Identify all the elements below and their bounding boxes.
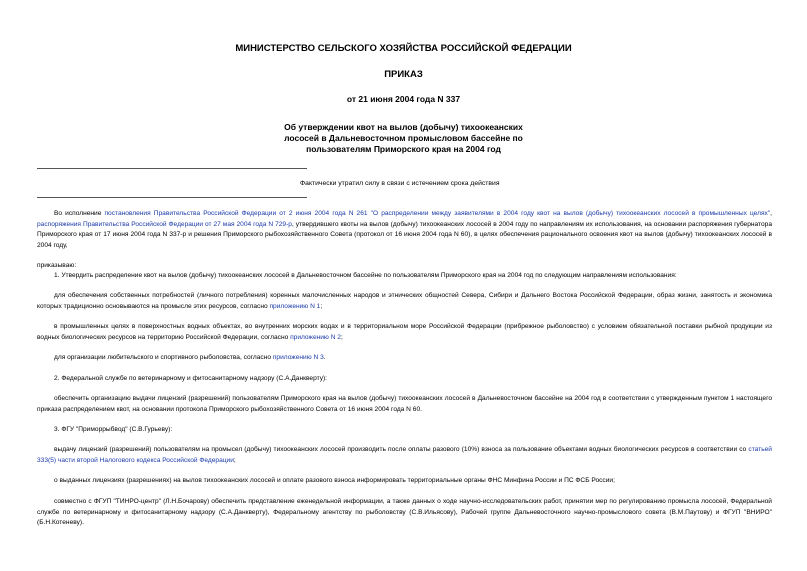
item-2: 2. Федеральной службе по ветеринарному и фитосанитарному надзору (С.А.Данкверту): bbox=[54, 375, 328, 382]
subject-line-2: лососей в Дальневосточном промысловом бассейне по bbox=[284, 133, 523, 143]
subject-line-1: Об утверждении квот на вылов (добычу) тихоокеанских bbox=[284, 122, 523, 132]
government-decree-link[interactable]: постановления Правительства Российской Федерации от 2 июня 2004 года N 261 "О распределении между заявителями в 2004 году квот на вылов (добычу) тихоокеанских лососей в промышленных целях" bbox=[104, 210, 771, 217]
appendix-3-link[interactable]: приложению N 3 bbox=[272, 354, 324, 361]
item-inform: о выданных лицензиях (разрешениях) на вылов тихоокеанских лососей и оплате разового взноса информировать территориальные органы ФНС Минфина России и ПС ФСБ России; bbox=[54, 477, 615, 484]
appendix-1-link[interactable]: приложению N 1 bbox=[269, 302, 321, 310]
ministry-heading: МИНИСТЕРСТВО СЕЛЬСКОГО ХОЗЯЙСТВА РОССИЙСКОЙ ФЕДЕРАЦИИ bbox=[235, 43, 572, 54]
item-3: 3. ФГУ "Приморрыбвод" (С.В.Гурьеву): bbox=[54, 426, 173, 433]
subject-line-3: пользователям Приморского края на 2004 год bbox=[306, 144, 501, 154]
order-word: приказываю: bbox=[37, 262, 77, 269]
preamble-paragraph: Во исполнение постановления Правительства Российской Федерации от 2 июня 2004 года N 261 "О распределении между заявителями в 2004 году квот на вылов (добычу) тихоокеанских лососей в промышленных целях", распоряжения Правительства Российской Федерации от 27 мая 2004 года N 729-р, утвердившего квоты на вылов (добычу) тихоокеанских лососей в 2004 году по направлениям их использования, на основании распоряжения губернатора Приморского края от 17 июня 2004 года N 337-р и решения Приморского рыбохозяйственного Совета (протокол от 16 июня 2004 года N 60), в целях обеспечения рационального освоения квот на вылов (добычу) тихоокеанских лососей в 2004 году, bbox=[37, 210, 772, 249]
government-order-link[interactable]: распоряжения Правительства Российской Федерации от 27 мая 2004 года N 729-р bbox=[37, 220, 292, 228]
document-subject bbox=[0, 122, 807, 155]
divider-bottom bbox=[37, 197, 307, 198]
item-1: 1. Утвердить распределение квот на вылов (добычу) тихоокеанских лососей в Дальневосточном бассейне по пользователям Приморского края на 2004 год по следующим направлениям использования: bbox=[54, 272, 677, 279]
item-amateur: для организации любительского и спортивного рыболовства, согласно приложению N 3. bbox=[54, 354, 326, 361]
status-note: Фактически утратил силу в связи с истечением срока действия bbox=[300, 180, 500, 187]
item-indigenous: для обеспечения собственных потребностей (личного потребления) коренных малочисленных народов и этнических общностей Севера, Сибири и Дальнего Востока Российской Федерации, образ жизни, занятость и экономика которых традиционно основываются на промысле этих ресурсов, согласно приложению N 1; bbox=[37, 292, 772, 310]
divider-top bbox=[37, 168, 307, 169]
doc-type-heading: ПРИКАЗ bbox=[384, 69, 423, 80]
item-licenses: обеспечить организацию выдачи лицензий (разрешений) пользователям Приморского края на вылов (добычу) тихоокеанских лососей в Дальневосточном бассейне на 2004 год в соответствии с утвержденным пунктом 1 настоящего приказа распределением квот, на основании протокола Приморского рыбохозяйственного Совета от 16 июня 2004 года N 60. bbox=[37, 395, 772, 413]
date-number-heading: от 21 июня 2004 года N 337 bbox=[346, 94, 461, 104]
appendix-2-link[interactable]: приложению N 2 bbox=[290, 333, 341, 341]
tax-code-link[interactable]: статьей 333(5) части второй Налогового кодекса Российской Федерации bbox=[37, 446, 772, 464]
item-cooperation: совместно с ФГУП "ТИНРО-центр" (Л.Н.Бочарову) обеспечить представление еженедельной информации, а также данных о ходе научно-исследовательских работ, принятии мер по регулированию промысла лососей, Федеральной службе по ветеринарному и фитосанитарному надзору (С.А.Данкверту), Федеральному агентству по рыболовству (С.В.Ильясову), Рабочей группе Дальневосточного научно-промыслового совета (В.М.Паутову) и ФГУП "ВНИРО" (Б.Н.Котеневу). bbox=[37, 498, 772, 526]
item-payment: выдачу лицензий (разрешений) пользователям на промысел (добычу) тихоокеанских лососей производить после оплаты разового (10%) взноса за пользование объектами водных биологических ресурсов в соответствии со статьей 333(5) части второй Налогового кодекса Российской Федерации; bbox=[37, 446, 772, 464]
item-industrial: в промышленных целях в поверхностных водных объектах, во внутренних морских водах и в территориальном море Российской Федерации (прибрежное рыболовство) с условием обязательной поставки рыбной продукции из водных биологических ресурсов на территорию Российской Федерации, согласно приложению N 2; bbox=[37, 323, 772, 341]
